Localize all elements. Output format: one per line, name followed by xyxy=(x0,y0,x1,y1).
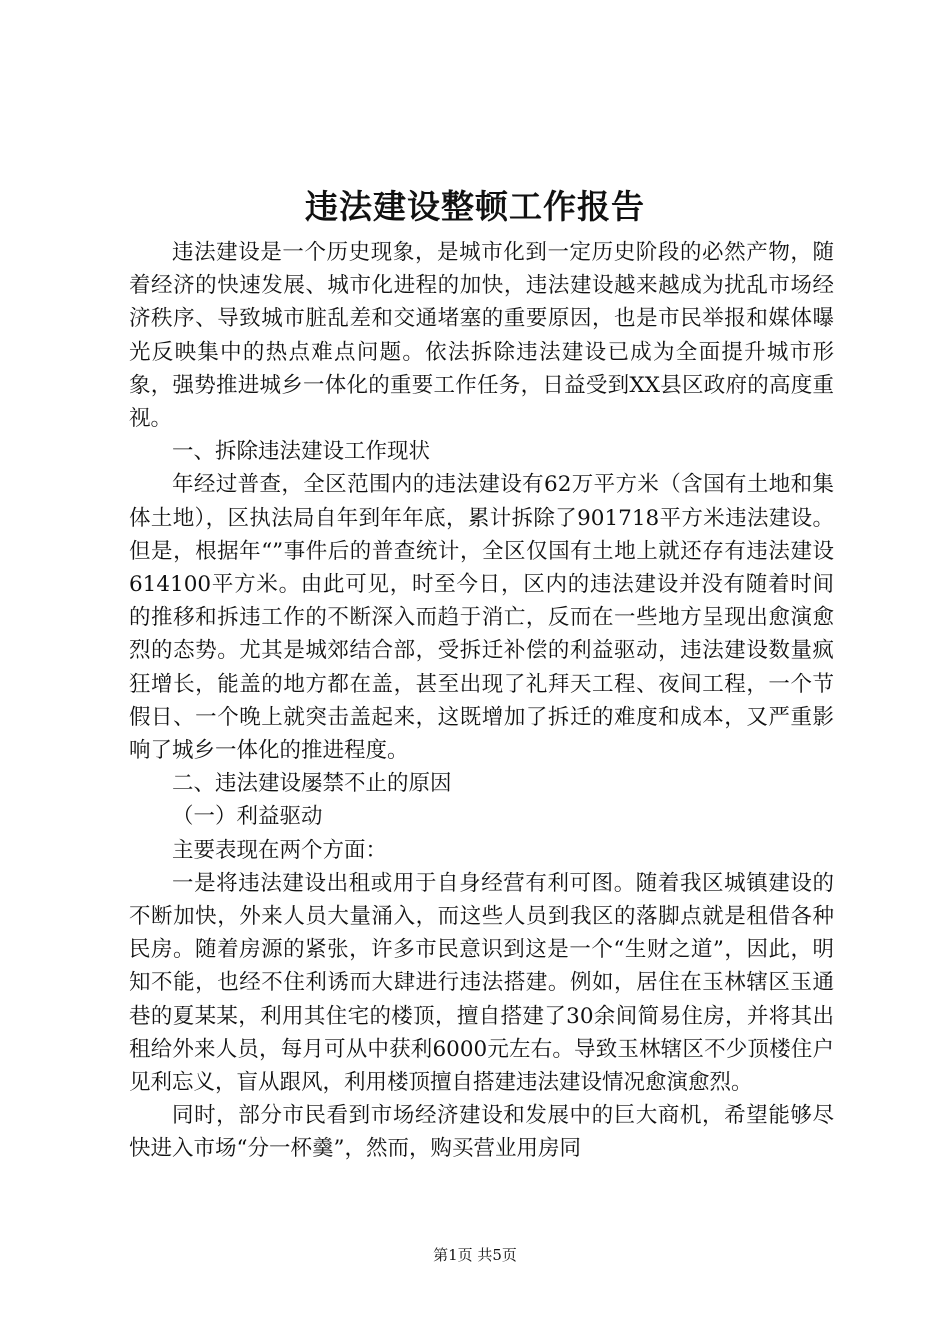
document-body xyxy=(129,236,834,1166)
paragraph-two-aspects: 主要表现在两个方面： xyxy=(172,837,388,863)
paragraph-intro: 违法建设是一个历史现象，是城市化到一定历史阶段的必然产物，随着经济的快速发展、城市化进程的加快，违法建设越来越成为扰乱市场经济秩序、导致城市脏乱差和交通堵塞的重要原因，也是市民举报和媒体曝光反映集中的热点难点问题。依法拆除违法建设已成为全面提升城市形象，强势推进城乡一体化的重要工作任务，日益受到XX县区政府的高度重视。 xyxy=(129,240,834,432)
page-footer: 第1页 共5页 xyxy=(433,1246,517,1264)
subsection-heading-1: （一）利益驱动 xyxy=(172,804,323,830)
paragraph-rental-profit: 一是将违法建设出租或用于自身经营有利可图。随着我区城镇建设的不断加快，外来人员大量涌入，而这些人员到我区的落脚点就是租借各种民房。随着房源的紧张，许多市民意识到这是一个“生财之道”，因此，明知不能，也经不住利诱而大肆进行违法搭建。例如，居住在玉林辖区玉通巷的夏某某，利用其住宅的楼顶，擅自搭建了30余间简易住房，并将其出租给外来人员，每月可从中获利6000元左右。导致玉林辖区不少顶楼住户见利忘义，盲从跟风，利用楼顶擅自搭建违法建设情况愈演愈烈。 xyxy=(129,870,834,1096)
paragraph-business-opportunity: 同时，部分市民看到市场经济建设和发展中的巨大商机，希望能够尽快进入市场“分一杯羹”，然而，购买营业用房同 xyxy=(129,1103,834,1162)
section-heading-1: 一、拆除违法建设工作现状 xyxy=(172,439,431,465)
section-heading-2: 二、违法建设屡禁不止的原因 xyxy=(172,771,452,797)
document-title: 违法建设整顿工作报告 xyxy=(305,187,645,226)
paragraph-status: 年经过普查，全区范围内的违法建设有62万平方米（含国有土地和集体土地），区执法局自年到年年底，累计拆除了901718平方米违法建设。但是，根据年“”事件后的普查统计，全区仅国有土地上就还存有违法建设614100平方米。由此可见，时至今日，区内的违法建设并没有随着时间的推移和拆违工作的不断深入而趋于消亡，反而在一些地方呈现出愈演愈烈的态势。尤其是城郊结合部，受拆迁补偿的利益驱动，违法建设数量疯狂增长，能盖的地方都在盖，甚至出现了礼拜天工程、夜间工程，一个节假日、一个晚上就突击盖起来，这既增加了拆迁的难度和成本，又严重影响了城乡一体化的推进程度。 xyxy=(129,472,834,764)
